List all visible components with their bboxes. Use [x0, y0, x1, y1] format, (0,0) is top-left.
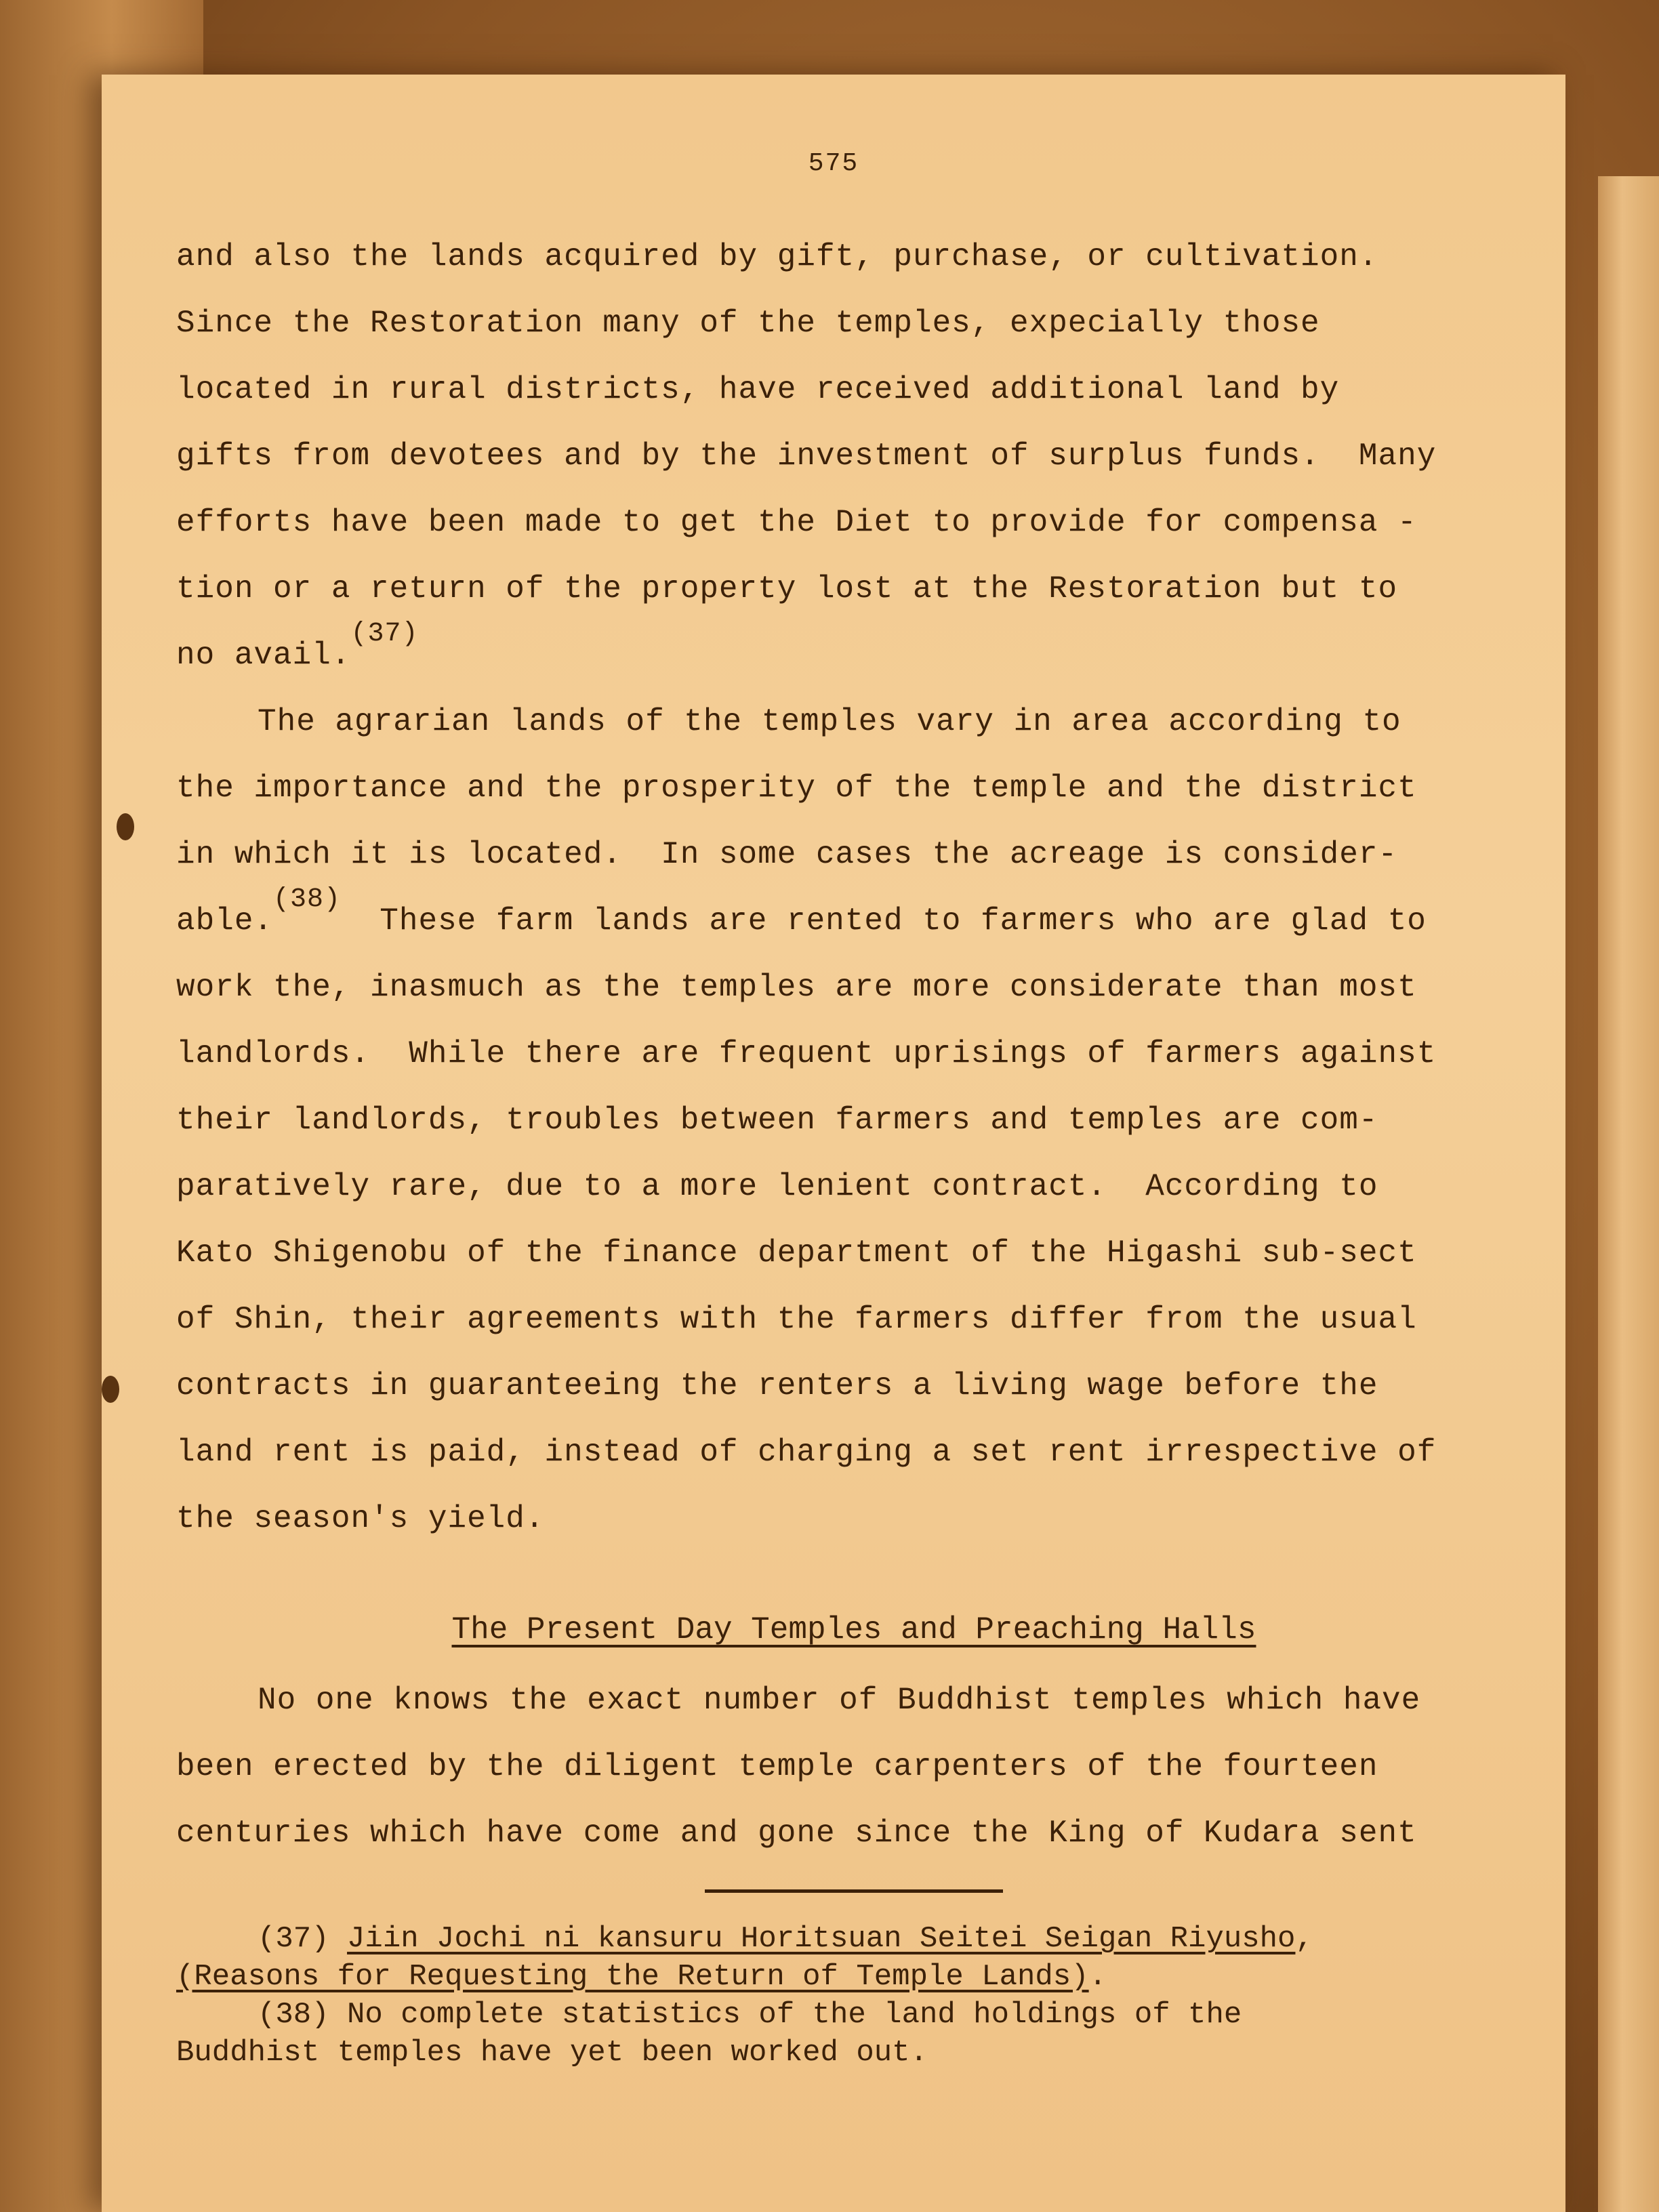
text-line: paratively rare, due to a more lenient contract. According to — [176, 1169, 1378, 1204]
punctuation: , — [1295, 1922, 1313, 1956]
text-line: centuries which have come and gone since the King of Kudara sent — [176, 1816, 1417, 1851]
footnote-label: (38) — [258, 1998, 329, 2032]
text-line: No one knows the exact number of Buddhist temples which have — [258, 1683, 1421, 1718]
footnote-marker-38: (38) — [273, 884, 342, 915]
text-line: their landlords, troubles between farmers and temples are com- — [176, 1103, 1378, 1138]
text-line: gifts from devotees and by the investment of surplus funds. Many — [176, 438, 1437, 474]
text-line: the season's yield. — [176, 1501, 545, 1536]
footnote-title: Jiin Jochi ni kansuru Horitsuan Seitei Seigan Riyusho — [347, 1922, 1296, 1956]
text-line: Since the Restoration many of the temples, expecially those — [176, 306, 1320, 341]
text-fragment: These farm lands are rented to farmers who are glad to — [380, 903, 1427, 939]
page-body — [176, 224, 1532, 2072]
text-line: work the, inasmuch as the temples are more considerate than most — [176, 970, 1417, 1005]
text-line: landlords. While there are frequent uprisings of farmers against — [176, 1036, 1437, 1071]
text-line — [176, 884, 1532, 954]
binding-hole-icon — [117, 813, 134, 840]
text-line: of Shin, their agreements with the farmers differ from the usual — [176, 1302, 1417, 1337]
punctuation: . — [1088, 1960, 1107, 1994]
text-line: in which it is located. In some cases the acreage is consider- — [176, 837, 1398, 872]
footnote-translation: (Reasons for Requesting the Return of Temple Lands) — [176, 1960, 1089, 1994]
typewritten-page — [102, 75, 1565, 2212]
text-line: and also the lands acquired by gift, purchase, or cultivation. — [176, 239, 1378, 274]
footnote-38-continued: Buddhist temples have yet been worked out. — [176, 2036, 928, 2070]
text-line: Kato Shigenobu of the finance department of the Higashi sub-sect — [176, 1235, 1417, 1271]
footnote-marker-37: (37) — [350, 619, 419, 649]
footnote-label: (37) — [258, 1922, 329, 1956]
text-line: efforts have been made to get the Diet to provide for compensa - — [176, 505, 1417, 540]
text-line: land rent is paid, instead of charging a set rent irrespective of — [176, 1435, 1437, 1470]
section-heading — [176, 1593, 1532, 1667]
footnote-divider — [705, 1889, 1003, 1893]
footnote-37 — [176, 1920, 1532, 1958]
text-fragment: no avail. — [176, 638, 351, 673]
text-line: tion or a return of the property lost at the Restoration but to — [176, 571, 1398, 607]
section-heading-text: The Present Day Temples and Preaching Halls — [451, 1612, 1256, 1647]
text-line: been erected by the diligent temple carpenters of the fourteen — [176, 1749, 1378, 1784]
text-line: contracts in guaranteeing the renters a living wage before the — [176, 1368, 1378, 1404]
text-fragment: able. — [176, 903, 274, 939]
footnote-38 — [176, 1996, 1532, 2034]
footnote-37-translation — [176, 1958, 1532, 1996]
binding-hole-icon — [102, 1376, 119, 1403]
text-line: The agrarian lands of the temples vary in area according to — [258, 704, 1401, 739]
text-line — [176, 619, 1532, 689]
footnote-text: No complete statistics of the land holdings of the — [347, 1998, 1242, 2032]
text-line: located in rural districts, have received additional land by — [176, 372, 1340, 407]
page-number: 575 — [808, 149, 859, 178]
book-page-edges — [1598, 176, 1659, 2212]
text-line: the importance and the prosperity of the temple and the district — [176, 771, 1417, 806]
